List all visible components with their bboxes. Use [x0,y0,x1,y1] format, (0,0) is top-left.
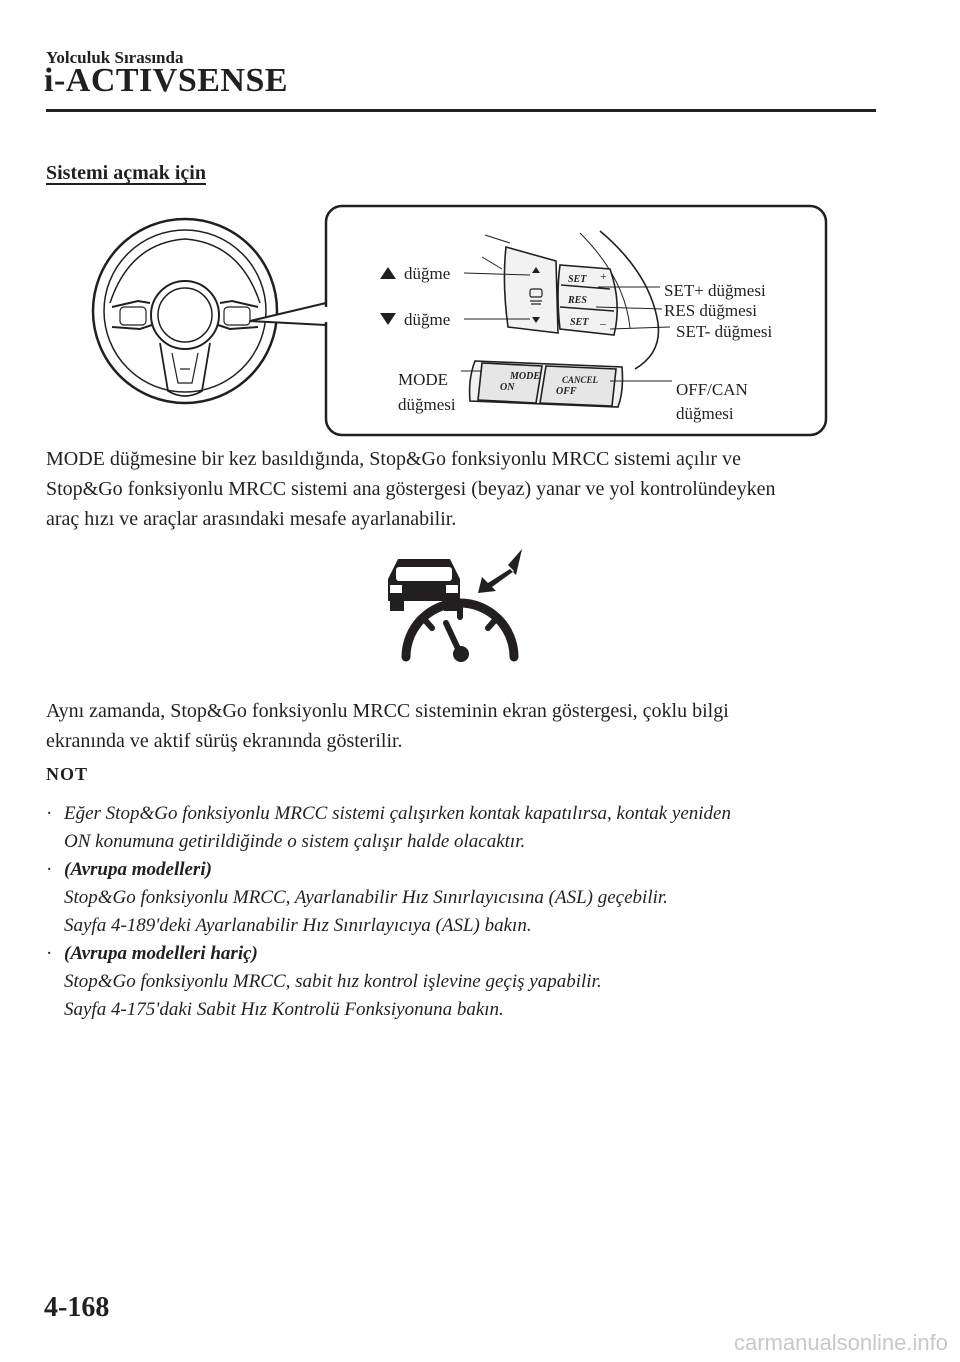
paragraph-line: ekranında ve aktif sürüş ekranında gösterilir. [46,730,403,752]
section-label: Yolculuk Sırasında [46,48,184,67]
bullet: · [46,803,53,824]
paragraph-line: Stop&Go fonksiyonlu MRCC sistemi ana göstergesi (beyaz) yanar ve yol kontrolündeyken [46,478,776,500]
note-line: Stop&Go fonksiyonlu MRCC, Ayarlanabilir Hız Sınırlayıcısına (ASL) geçebilir. [64,887,668,908]
paragraph-line: Aynı zamanda, Stop&Go fonksiyonlu MRCC sisteminin ekran göstergesi, çoklu bilgi [46,700,729,722]
btn-mode-label: MODE [510,371,541,382]
note-item-heading: (Avrupa modelleri) [64,859,212,880]
page-number: 4-168 [44,1292,110,1323]
bullet: · [46,859,53,880]
note-line: Eğer Stop&Go fonksiyonlu MRCC sistemi çalışırken kontak kapatılırsa, kontak yeniden [64,803,731,824]
btn-cancel-label: CANCEL [562,375,599,385]
label-mode-1: MODE [398,370,449,389]
label-down: düğme [404,310,451,329]
label-set-plus: SET+ düğmesi [664,281,766,300]
note-title: NOT [46,764,89,784]
watermark: carmanualsonline.info [733,1330,948,1355]
label-offcan-1: OFF/CAN [676,380,748,399]
note-list [46,800,876,1024]
header-rule [46,109,876,112]
btn-set2-label: SET [570,317,589,328]
svg-text:+: + [600,269,607,283]
label-set-minus: SET- düğmesi [676,322,773,341]
btn-set-label: SET [568,274,587,285]
note-line: Sayfa 4-189'deki Ayarlanabilir Hız Sınırlayıcıya (ASL) bakın. [64,915,532,936]
label-mode-2: düğmesi [398,395,456,414]
mrcc-indicator-icon [380,545,530,663]
sub-heading: Sistemi açmak için [46,162,206,184]
note-item-heading: (Avrupa modelleri hariç) [64,943,258,964]
note-line: Sayfa 4-175'daki Sabit Hız Kontrolü Fonksiyonuna bakın. [64,999,504,1020]
steering-wheel-illustration [93,219,277,403]
paragraph-line: araç hızı ve araçlar arasındaki mesafe ayarlanabilir. [46,508,457,530]
svg-text:–: – [600,316,606,330]
paragraph-line: MODE düğmesine bir kez basıldığında, Stop&Go fonksiyonlu MRCC sistemi açılır ve [46,448,741,470]
label-up: düğme [404,264,451,283]
note-item [46,940,876,1024]
steering-wheel-figure [90,203,830,438]
note-item [46,800,876,856]
paragraph-mode [46,444,876,534]
note-line: Stop&Go fonksiyonlu MRCC, sabit hız kontrol işlevine geçiş yapabilir. [64,971,602,992]
paragraph-display [46,696,876,756]
btn-res-label: RES [568,295,587,306]
label-res: RES düğmesi [664,301,758,320]
btn-on-label: ON [500,382,515,393]
chapter-title: i-ACTIVSENSE [44,62,289,99]
bullet: · [46,943,53,964]
note-item [46,856,876,940]
callout-connector [250,303,326,325]
note-line: ON konumuna getirildiğinde o sistem çalışır halde olacaktır. [64,831,526,852]
label-offcan-2: düğmesi [676,404,734,423]
btn-off-label: OFF [556,386,577,397]
